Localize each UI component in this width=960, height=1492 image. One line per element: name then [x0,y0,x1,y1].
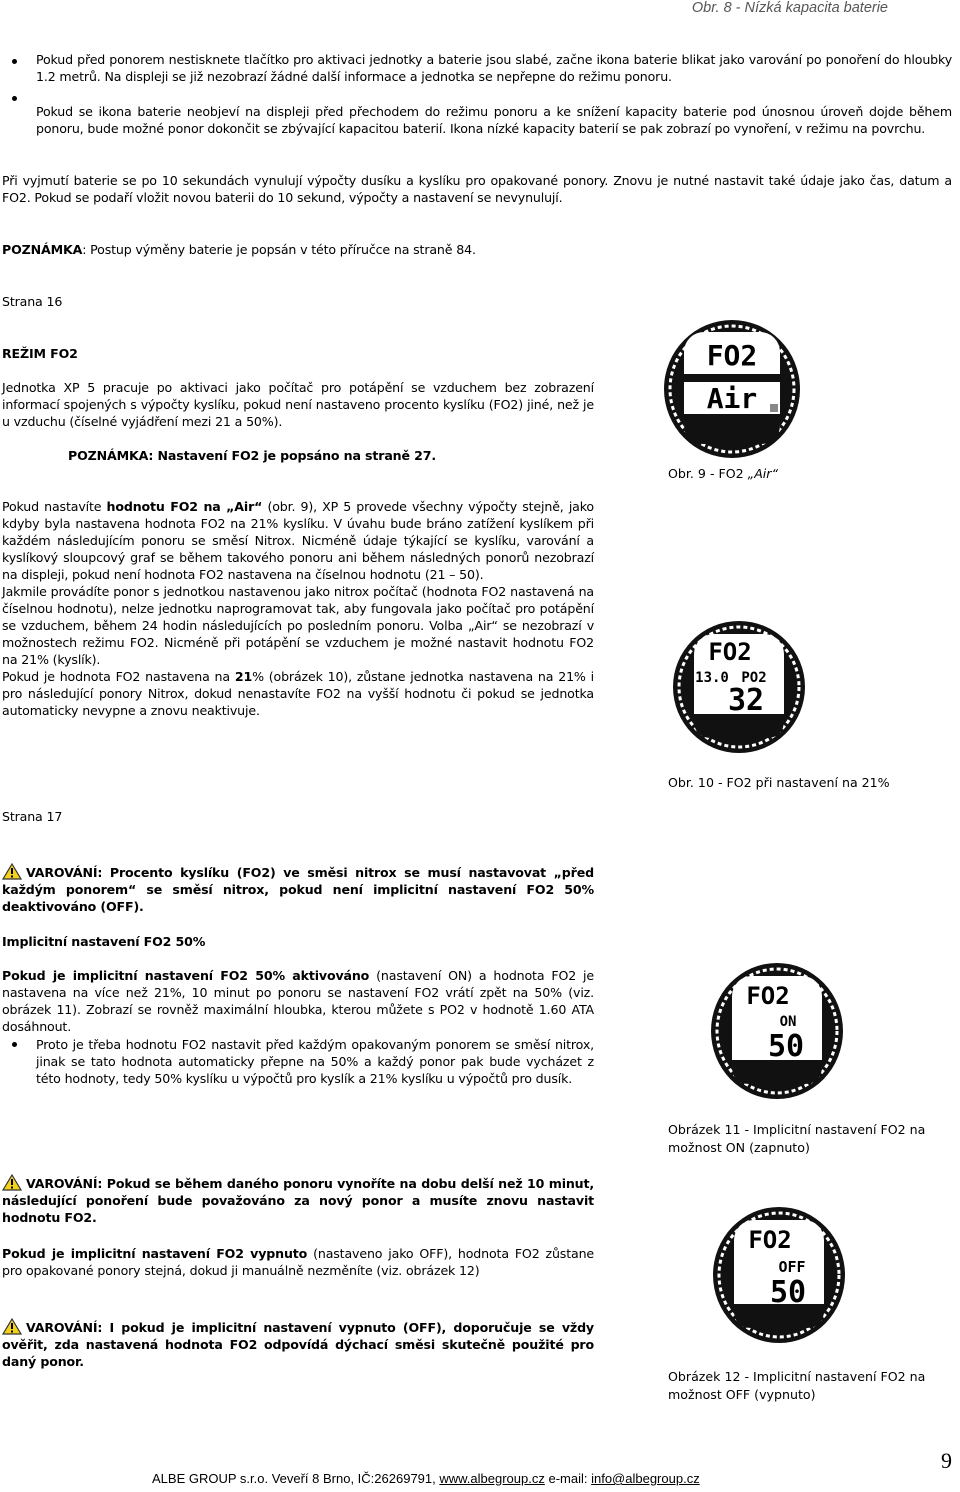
section-title-fo2-mode: REŽIM FO2 [2,346,78,361]
note-label: POZNÁMKA [2,242,83,257]
page-ref-16: Strana 16 [2,294,63,309]
page-number: 9 [941,1448,952,1473]
warning-triangle-icon [2,1174,22,1191]
warning-triangle-icon [2,863,22,880]
warning-surface-10-min: VAROVÁNÍ: Pokud se během daného ponoru vynoříte na dobu delší než 10 minut, následující ponoření bude považováno za nový ponor a musíte znovu nastavit hodnotu FO2. [2,1176,594,1225]
figure-9-lcd-air [662,318,802,460]
footer-company: ALBE GROUP s.r.o. Veveří 8 Brno, IČ:26269791, [152,1471,440,1486]
note-fo2-setting: POZNÁMKA: Nastavení FO2 je popsáno na straně 27. [68,448,436,463]
note-text: : Postup výměny baterie je popsán v této příručce na straně 84. [82,242,476,257]
lcd-line1: FO2 [706,339,758,372]
footer [152,1471,700,1486]
lcd-small-value: 13.0 [695,670,729,686]
figure-12-lcd-off [712,1206,846,1344]
lcd-big-value: 50 [767,1029,805,1064]
warning-verify-fo2: VAROVÁNÍ: I pokud je implicitní nastavení vypnuto (OFF), doporučuje se vždy ověřit, zda nastavená hodnota FO2 odpovídá dýchací směsi skutečně použité pro daný ponor. [2,1320,594,1369]
lcd-line1: FO2 [708,638,752,666]
footer-web-link[interactable]: www.albegroup.cz [439,1471,545,1486]
paragraph-fo2-air: Pokud nastavíte hodnotu FO2 na „Air“ (obr. 9), XP 5 provede všechny výpočty stejně, jako kdyby byla nastavena hodnota FO2 na 21% kyslíku. V úvahu bude bráno zatížení kyslíkem při každém následujícím ponoru se směsí Nitrox. Nicméně údaje týkající se kyslíku, varování a kyslíkový sloupcový graf se během takového ponoru ani během následných ponorů nezobrazí na displeji, pokud není hodnota FO2 nastavena na číselnou hodnotu (21 – 50). Jakmile provádíte ponor s jednotkou nastavenou jako nitrox počítač (hodnota FO2 nastavená na číselnou hodnotu), nelze jednotku naprogramovat tak, aby fungovala jako počítač pro potápění se vzduchem, během 24 hodin následujících po posledním ponoru. Volba „Air“ se nezobrazí v možnostech režimu FO2. Nicméně při potápění se vzduchem je možné nastavit hodnotu FO2 na 21% (kyslík). Pokud je hodnota FO2 nastavena na 21% (obrázek 10), zůstane jednotka nastavena na 21% i pro následující ponory Nitrox, dokud nenastavíte FO2 na vyšší hodnotu či pokud se jednotka automaticky nevypne a znovu neaktivuje. [2,499,594,718]
bullet-implicit-on: Proto je třeba hodnotu FO2 nastavit před každým opakovaným ponorem se směsí nitrox, jinak se tato hodnota automaticky přepne na 50% a každý ponor pak bude vycházet z této hodnoty, tedy 50% kyslíku u výpočtů pro kyslík a 21% kyslíku u výpočtů pro dusík. [36,1037,594,1086]
lcd-small-label: OFF [778,1258,806,1276]
section-title-implicit: Implicitní nastavení FO2 50% [2,934,206,949]
lcd-small-label: PO2 [741,670,767,686]
figure-12-caption: Obrázek 12 - Implicitní nastavení FO2 na možnost OFF (vypnuto) [668,1369,926,1402]
bullet-text-1: Pokud před ponorem nestisknete tlačítko pro aktivaci jednotky a baterie jsou slabé, začne ikona baterie blikat jako varování po ponoření do hloubky 1.2 metrů. Na displeji se již nezobrazí žádné další informace a jednotka se nepřepne do režimu ponoru. [36,52,952,84]
lcd-big-value: 32 [727,683,765,718]
note-battery-replacement [2,241,952,258]
figure-10-lcd-21 [672,620,806,754]
bullet-dot [12,59,17,64]
figure-11-caption: Obrázek 11 - Implicitní nastavení FO2 na možnost ON (zapnuto) [668,1122,926,1155]
figure-10-caption: Obr. 10 - FO2 při nastavení na 21% [668,775,890,790]
bullet-dot [12,96,17,101]
paragraph-implicit-off: Pokud je implicitní nastavení FO2 vypnuto (nastaveno jako OFF), hodnota FO2 zůstane pro opakované ponory stejná, dokud ji manuálně nezměníte (viz. obrázek 12) [2,1246,594,1278]
warning-triangle-icon [2,1318,22,1335]
warning-fo2-each-dive: VAROVÁNÍ: Procento kyslíku (FO2) ve směsi nitrox se musí nastavovat „před každým ponorem“ se směsí nitrox, pokud není implicitní nastavení FO2 50% deaktivováno (OFF). [2,865,594,914]
bullet-dot [12,1042,17,1047]
page-header-title: Obr. 8 - Nízká kapacita baterie [691,0,888,16]
lcd-line2: Air [706,382,758,415]
paragraph-battery-removal: Při vyjmutí baterie se po 10 sekundách vynulují výpočty dusíku a kyslíku pro opakované ponory. Znovu je nutné nastavit také údaje jako čas, datum a FO2. Pokud se podaří vložit novou baterii do 10 sekund, výpočty a nastavení se nevynulují. [2,173,952,205]
figure-11-lcd-on [710,962,844,1100]
lcd-line1: FO2 [748,1226,792,1254]
paragraph-fo2-mode: Jednotka XP 5 pracuje po aktivaci jako počítač pro potápění se vzduchem bez zobrazení informací spojených s výpočty kyslíku, pokud není nastaveno procento kyslíku (FO2) jiné, než je u vzduchu (číselné vyjádření mezi 21 a 50%). [2,380,594,429]
page-ref-17: Strana 17 [2,809,63,824]
lcd-big-value: 50 [769,1275,807,1310]
bullet-text-2: Pokud se ikona baterie neobjeví na displeji před přechodem do režimu ponoru a ke snížení kapacity baterie pod únosnou úroveň dojde během ponoru, bude možné ponor dokončit se zbývající kapacitou baterií. Ikona nízké kapacity baterií se pak zobrazí po vynoření, v režimu na povrchu. [36,104,952,136]
lcd-small-label: ON [779,1014,797,1030]
paragraph-implicit-on: Pokud je implicitní nastavení FO2 50% aktivováno (nastavení ON) a hodnota FO2 je nastavena na více než 21%, 10 minut po ponoru se nastavení FO2 vrátí zpět na 50% (viz. obrázek 11). Zobrazí se rovněž maximální hloubka, kterou můžete s PO2 v hodnotě 1.60 ATA dosáhnout. [2,968,595,1034]
footer-email-link[interactable]: info@albegroup.cz [591,1471,700,1486]
lcd-line1: FO2 [746,982,790,1010]
footer-email-label: e-mail: [544,1471,592,1486]
figure-9-caption: Obr. 9 - FO2 „Air“ [668,466,779,481]
